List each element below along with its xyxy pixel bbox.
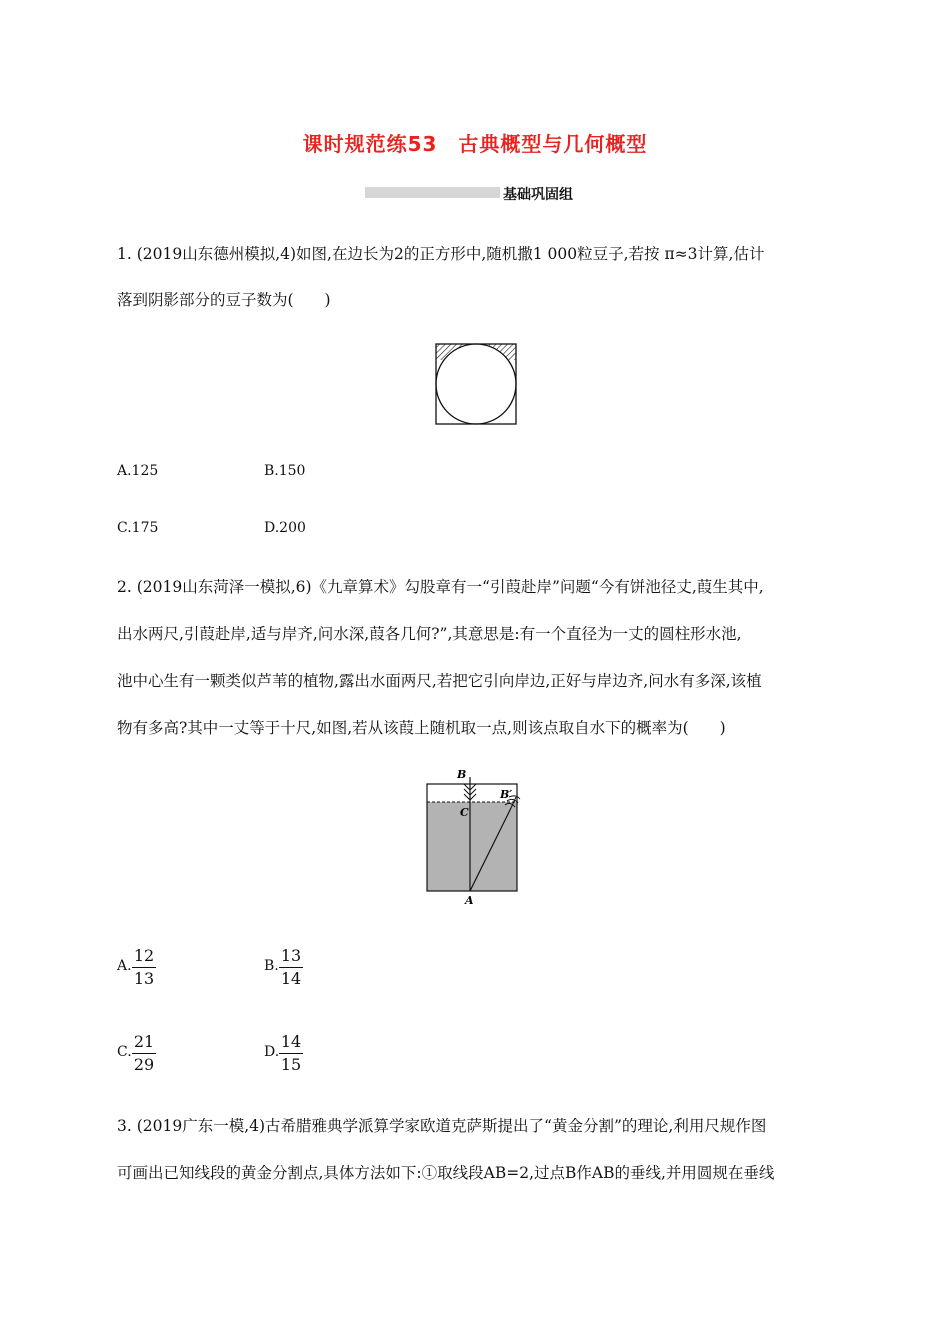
q2-option-d-num: 14 — [280, 1032, 302, 1051]
q2-line-3: 池中心生有一颗类似芦苇的植物,露出水面两尺,若把它引向岸边,正好与岸边齐,问水有多深,该植 — [117, 672, 762, 690]
q1-line-2: 落到阴影部分的豆子数为( ) — [117, 291, 331, 309]
q1-option-b: B.150 — [264, 463, 306, 479]
q1-option-c: C.175 — [117, 520, 159, 536]
q2-option-c-den: 29 — [133, 1055, 155, 1074]
q2-line-2: 出水两尺,引葭赴岸,适与岸齐,问水深,葭各几何?”,其意思是:有一个直径为一丈的圆柱形水池, — [117, 625, 742, 643]
section-label: 基础巩固组 — [503, 187, 573, 203]
q2-option-b-label: B. — [264, 958, 279, 974]
q2-option-d-den: 15 — [280, 1055, 302, 1074]
label-c: C — [460, 806, 469, 819]
q2-option-d-label: D. — [264, 1044, 280, 1060]
section-bar — [365, 187, 500, 198]
q2-option-a-label: A. — [117, 958, 132, 974]
q1-option-d: D.200 — [264, 520, 306, 536]
q2-option-a-num: 12 — [133, 946, 155, 965]
q1-line-1: 1. (2019山东德州模拟,4)如图,在边长为2的正方形中,随机撒1 000粒豆子,若按 π≈3计算,估计 — [117, 245, 765, 263]
label-b: B — [457, 768, 467, 781]
q2-line-1: 2. (2019山东菏泽一模拟,6)《九章算术》勾股章有一“引葭赴岸”问题“今有饼池径丈,葭生其中, — [117, 578, 764, 596]
q3-line-2: 可画出已知线段的黄金分割点,具体方法如下:①取线段AB=2,过点B作AB的垂线,并用圆规在垂线 — [117, 1164, 775, 1182]
q2-figure — [420, 765, 530, 907]
label-a: A — [465, 894, 474, 907]
q1-option-a: A.125 — [117, 463, 159, 479]
q2-option-a-den: 13 — [133, 969, 155, 988]
q3-line-1: 3. (2019广东一模,4)古希腊雅典学派算学家欧道克萨斯提出了“黄金分割”的理论,利用尺规作图 — [117, 1117, 767, 1135]
q2-option-c-label: C. — [117, 1044, 132, 1060]
q2-option-b-num: 13 — [280, 946, 302, 965]
q1-figure — [432, 340, 520, 428]
q2-option-c-num: 21 — [133, 1032, 155, 1051]
q2-line-4: 物有多高?其中一丈等于十尺,如图,若从该葭上随机取一点,则该点取自水下的概率为( ) — [117, 719, 726, 737]
page-title: 课时规范练53 古典概型与几何概型 — [302, 132, 648, 156]
q2-option-b-den: 14 — [280, 969, 302, 988]
label-b-prime: B′ — [500, 788, 513, 801]
